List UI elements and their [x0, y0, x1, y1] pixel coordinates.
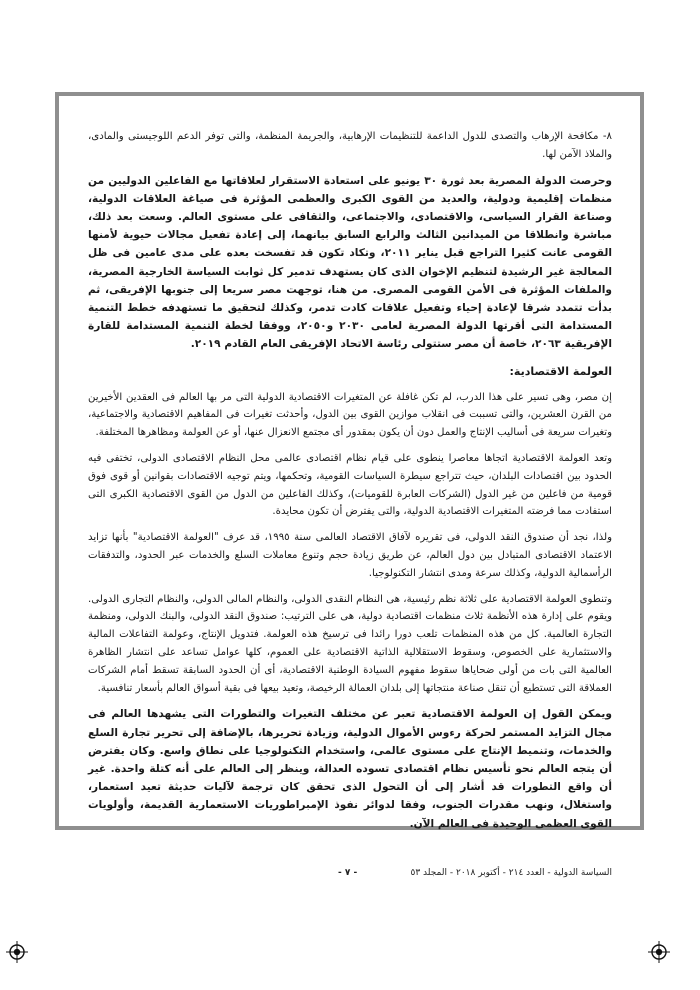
page-footer: [88, 868, 612, 884]
registration-mark-icon: [648, 941, 670, 963]
registration-mark-icon: [6, 941, 28, 963]
article-paragraph: وحرصت الدولة المصرية بعد ثورة ٣٠ يونيو على استعادة الاستقرار لعلاقاتها مع الفاعلين الدوليين من منظمات إقليمية ودولية، والعديد من القوى الكبرى والعظمى المؤثرة فى صياغة العلاقات الدولية، وصناعة القرار السياسى، والاقتصادى، والاجتماعى، والثقافى على مستوى العالم. وسعت بعد ذلك، مباشرة وانطلاقا من الميدانين الثالث والرابع السابق بيانهما، إلى إعادة تفعيل مجالات حيوية لأمنها القومى عانت كثيرا التراجع قبل يناير ٢٠١١، وتكاد تكون قد تفسخت بعده على مدى عامين فى ظل المعالجة غير الرشيدة لتنظيم الإخوان الذى كان يستهدف تدمير كل ثوابت السياسة الخارجية المصرية، والملفات المؤثرة فى الأمن القومى المصرى. من هنا، توجهت مصر سريعا إلى جنوبها الإفريقى، ثم بدأت تتمدد شرقا لإعادة إحياء وتفعيل علاقات كادت تدمر، وكذلك لتحقيق ما تستهدفه خطط التنمية المستدامة التى أقرتها الدولة المصرية لعامى ٢٠٣٠ و٢٠٥٠، ووفقا لخطة التنمية المستدامة للقارة الإفريقية ٢٠٦٣، خاصة أن مصر ستتولى رئاسة الاتحاد الإفريقى العام القادم ٢٠١٩.: [88, 174, 613, 351]
journal-citation: السياسة الدولية - العدد ٢١٤ - أكتوبر ٢٠١٨ - المجلد ٥٣: [410, 868, 612, 878]
page-number: - ٧ -: [338, 868, 358, 878]
section-heading: العولمة الاقتصادية:: [509, 364, 612, 378]
article-paragraph: ولذا، نجد أن صندوق النقد الدولى، فى تقريره لآفاق الاقتصاد العالمى سنة ١٩٩٥، قد عرف "العولمة الاقتصادية" بأنها تزايد الاعتماد الاقتصادى المتبادل بين دول العالم، عن طريق زيادة حجم وتنوع معاملات السلع والخدمات عبر الحدود، والتدفقات الرأسمالية الدولية، وكذلك سرعة ومدى انتشار التكنولوجيا.: [88, 532, 612, 579]
article-paragraph: ٨- مكافحة الإرهاب والتصدى للدول الداعمة للتنظيمات الإرهابية، والجريمة المنظمة، والتى توفر الدعم اللوجيستى والمادى، والملاذ الآمن لها.: [88, 131, 612, 160]
article-paragraph: وتعد العولمة الاقتصادية اتجاها معاصرا ينطوى على قيام نظام اقتصادى عالمى محل النظام الاقتصادى الدولى، تختفى فيه الحدود بين اقتصادات البلدان، حيث تتراجع سيطرة السياسات القومية، وتحكمها، ويتم توجيه الاقتصادات بقوانين أو قوى فوق قومية من فاعلين من غير الدول (الشركات العابرة للقوميات)، وكذلك الفاعلين من الدول من القوى الاقتصادية الكبرى التى استفادت مما فرضته المتغيرات الاقتصادية الدولية، والتى يفترض أن تكون محايدة.: [88, 453, 612, 518]
article-body: [88, 128, 613, 830]
article-paragraph: ويمكن القول إن العولمة الاقتصادية تعبر عن مختلف التغيرات والتطورات التى يشهدها العالم فى مجال التزايد المستمر لحركة رءوس الأموال الدولية، وزيادة تحريرها، بالإضافة إلى تحرير تجارة السلع والخدمات، وتنميط الإنتاج على مستوى عالمى، واستخدام التكنولوجيا على نطاق واسع. وكان يفترض أن يتجه العالم نحو تأسيس نظام اقتصادى تسوده العدالة، وينظر إلى العالم على أنه كتلة واحدة. غير أن واقع التطورات قد أشار إلى أن التحول الذى تحقق كان ترجمة لآليات حديثة تعيد استعمار، واستغلال، ونهب مقدرات الجنوب، وفقا لدوائر نفوذ الإمبراطوريات الاستعمارية القديمة، وأولويات القوى العظمى الوحيدة فى العالم الآن.: [88, 708, 612, 830]
article-paragraph: إن مصر، وهى تسير على هذا الدرب، لم تكن غافلة عن المتغيرات الاقتصادية الدولية التى مر بها العالم فى العقدين الأخيرين من القرن العشرين، والتى تسببت فى انقلاب موازين القوى بين الدول، وأحدثت تغيرات فى المفاهيم الاقتصادية والاجتماعية، وتغيرات سريعة فى أساليب الإنتاج والعمل دون أن يكون بمقدور أى مجتمع الانعزال عنها، أو عن العولمة ومظاهرها المختلفة.: [88, 391, 612, 439]
article-paragraph: وتنطوى العولمة الاقتصادية على ثلاثة نظم رئيسية، هى النظام النقدى الدولى، والنظام المالى الدولى، والنظام التجارى الدولى. ويقوم على إدارة هذه الأنظمة ثلاث منظمات اقتصادية دولية، هى على الترتيب: صندوق النقد الدولى، والبنك الدولى، ومنظمة التجارة العالمية. كل من هذه المنظمات تلعب دورا رائدا فى ترسيخ هذه العولمة. فتدويل الإنتاج، وعولمة التفاعلات المالية والاستثمارية على الخصوص، وسقوط الاستقلالية الذاتية الاقتصادية على العموم، كلها عوامل تساعد على انتشار الظاهرة العالمية التى بات من أولى ضحاياها سقوط مفهوم السيادة الوطنية الاقتصادية، أى أن الحدود السابقة تسقط أمام الشركات العملاقة التى تستطيع أن تنقل صناعة منتجاتها إلى بلدان العمالة الرخيصة، وتعيد بيعها فى بقية أسواق العالم بأسعار تنافسية.: [88, 593, 612, 694]
